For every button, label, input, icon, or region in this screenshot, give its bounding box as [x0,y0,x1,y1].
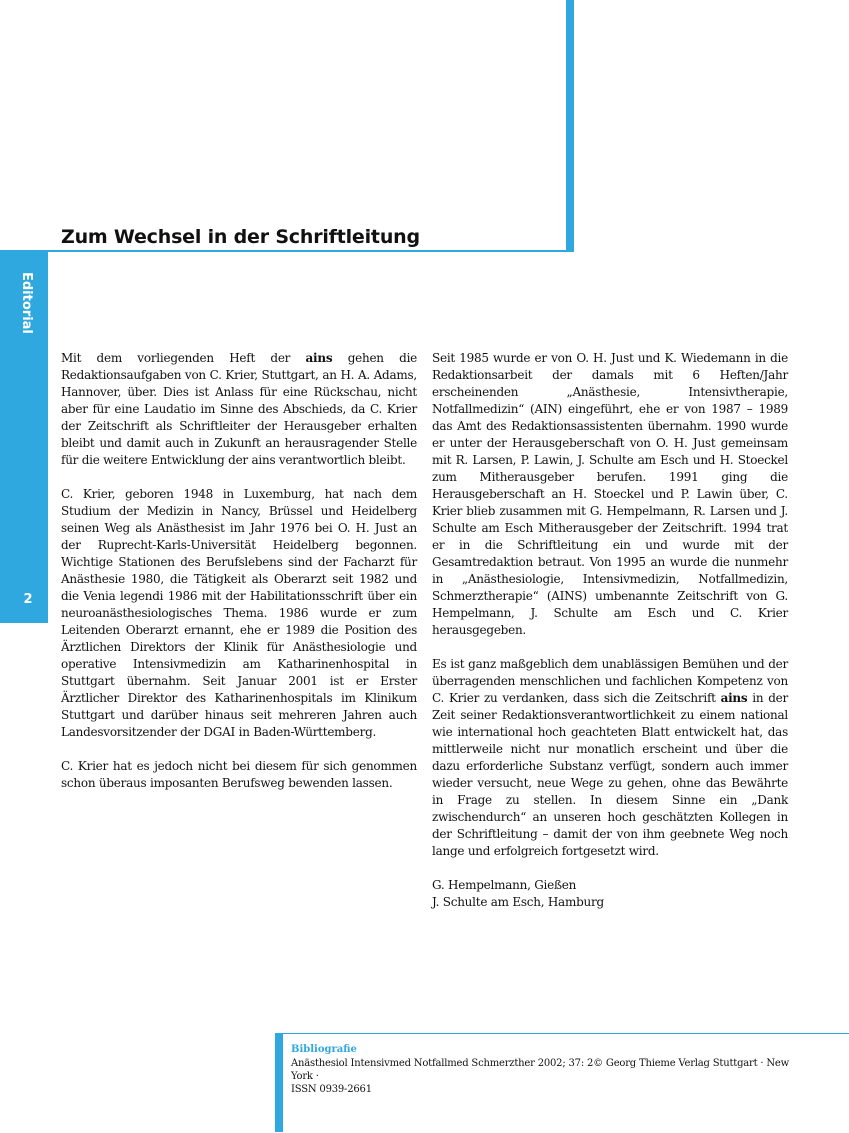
journal-name: ains [720,691,748,705]
paragraph [61,350,417,469]
paragraph-text: Mit dem vorliegenden Heft der [61,351,306,365]
paragraph-text: Es ist ganz maßgeblich dem unablässigen Bemühen und der überragenden menschlichen und fachlichen Kompetenz von C. Krier zu verdanken, dass sich die Zeitschrift [432,657,788,705]
bibliography-text [291,1057,811,1096]
paragraph-text: in der Zeit seiner Redaktionsverantwortlichkeit zu einem national wie international hoch geachteten Blatt entwickelt hat, das mittlerweile nicht nur monatlich erscheint und über die dazu erforderliche Substanz verfügt, sondern auch immer wieder versucht, neue Wege zu gehen, ohne das Bewährte in Frage zu stellen. In diesem Sinne ein „Dank zwischendurch“ an unseren hoch geschätzten Kollegen in der Schriftleitung – damit der von ihm geebnete Weg noch lange und erfolgreich fortgesetzt wird. [432,691,789,858]
top-accent-bar [566,0,574,252]
text-column-right-flow [432,350,788,911]
page-number: 2 [23,592,33,607]
signature: G. Hempelmann, Gießen [432,878,577,892]
paragraph: C. Krier hat es jedoch nicht bei diesem für sich genommen schon überaus imposanten Berufsweg bewenden lassen. [61,759,417,790]
title-underline-rule [0,250,574,252]
paragraph-text: gehen die Redaktionsaufgaben von C. Krier, Stuttgart, an H. A. Adams, Hannover, über. Dies ist Anlass für eine Rückschau, nicht aber für eine Laudatio im Sinne des Abschieds, da C. Krier der Zeitschrift als Schriftleiter der Herausgeber erhalten bleibt und damit auch in Zukunft an herausragender Stelle für die weitere Entwicklung der ains verantwortlich bleibt. [61,351,418,467]
page-title: Zum Wechsel in der Schriftleitung [61,226,420,248]
paragraph-continuation: Seit 1985 wurde er von O. H. Just und K. Wiedemann in die Redaktionsarbeit der damals mit 6 Heften/Jahr erscheinenden „Anästhesie, Intensivtherapie, Notfallmedizin“ (AIN) eingeführt, ehe er von 1987 – 1989 das Amt des Redaktionsassistenten übernahm. 1990 wurde er unter der Herausgeberschaft von O. H. Just gemeinsam mit R. Larsen, P. Lawin, J. Schulte am Esch und H. Stoeckel zum Mitherausgeber berufen. 1991 ging die Herausgeberschaft an H. Stoeckel und P. Lawin über, C. Krier blieb zusammen mit G. Hempelmann, R. Larsen und J. Schulte am Esch Mitherausgeber der Zeitschrift. 1994 trat er in die Schriftleitung ein und wurde mit der Gesamtredaktion betraut. Von 1995 an wurde die nunmehr in „Anästhesiologie, Intensivmedizin, Notfallmedizin, Schmerztherapie“ (AINS) umbenannte Zeitschrift von G. Hempelmann, J. Schulte am Esch und C. Krier herausgegeben. [432,351,788,637]
paragraph: C. Krier, geboren 1948 in Luxemburg, hat nach dem Studium der Medizin in Nancy, Brüssel und Heidelberg seinen Weg als Anästhesist im Jahr 1976 bei O. H. Just an der Ruprecht-Karls-Universität Heidelberg begonnen. Wichtige Stationen des Berufslebens sind der Facharzt für Anästhesie 1980, die Tätigkeit als Oberarzt seit 1982 und die Venia legendi 1986 mit der Habilitationsschrift über ein neuroanästhesiologisches Thema. 1986 wurde er zum Leitenden Oberarzt ernannt, ehe er 1989 die Position des Ärztlichen Direktors der Klinik für Anästhesiologie und operative Intensivmedizin am Katharinenhospital in Stuttgart übernahm. Seit Januar 2001 ist er Erster Ärztlicher Direktor des Katharinenhospitals im Klinikum Stuttgart und darüber hinaus seit mehreren Jahren auch Landesvorsitzender der DGAI in Baden-Württemberg. [61,487,417,739]
bibliography-citation: Anästhesiol Intensivmed Notfallmed Schmerzther 2002; 37: 2© Georg Thieme Verlag Stuttgart · New York · [291,1058,790,1082]
journal-name: ains [305,351,333,365]
bibliography-issn: ISSN 0939-2661 [291,1084,372,1095]
bibliography-heading: Bibliografie [291,1044,357,1055]
paragraph [432,656,788,860]
text-column-left [61,350,417,809]
section-label: Editorial [19,272,34,334]
bibliography-accent-bar [275,1033,283,1132]
signature: J. Schulte am Esch, Hamburg [432,895,604,909]
